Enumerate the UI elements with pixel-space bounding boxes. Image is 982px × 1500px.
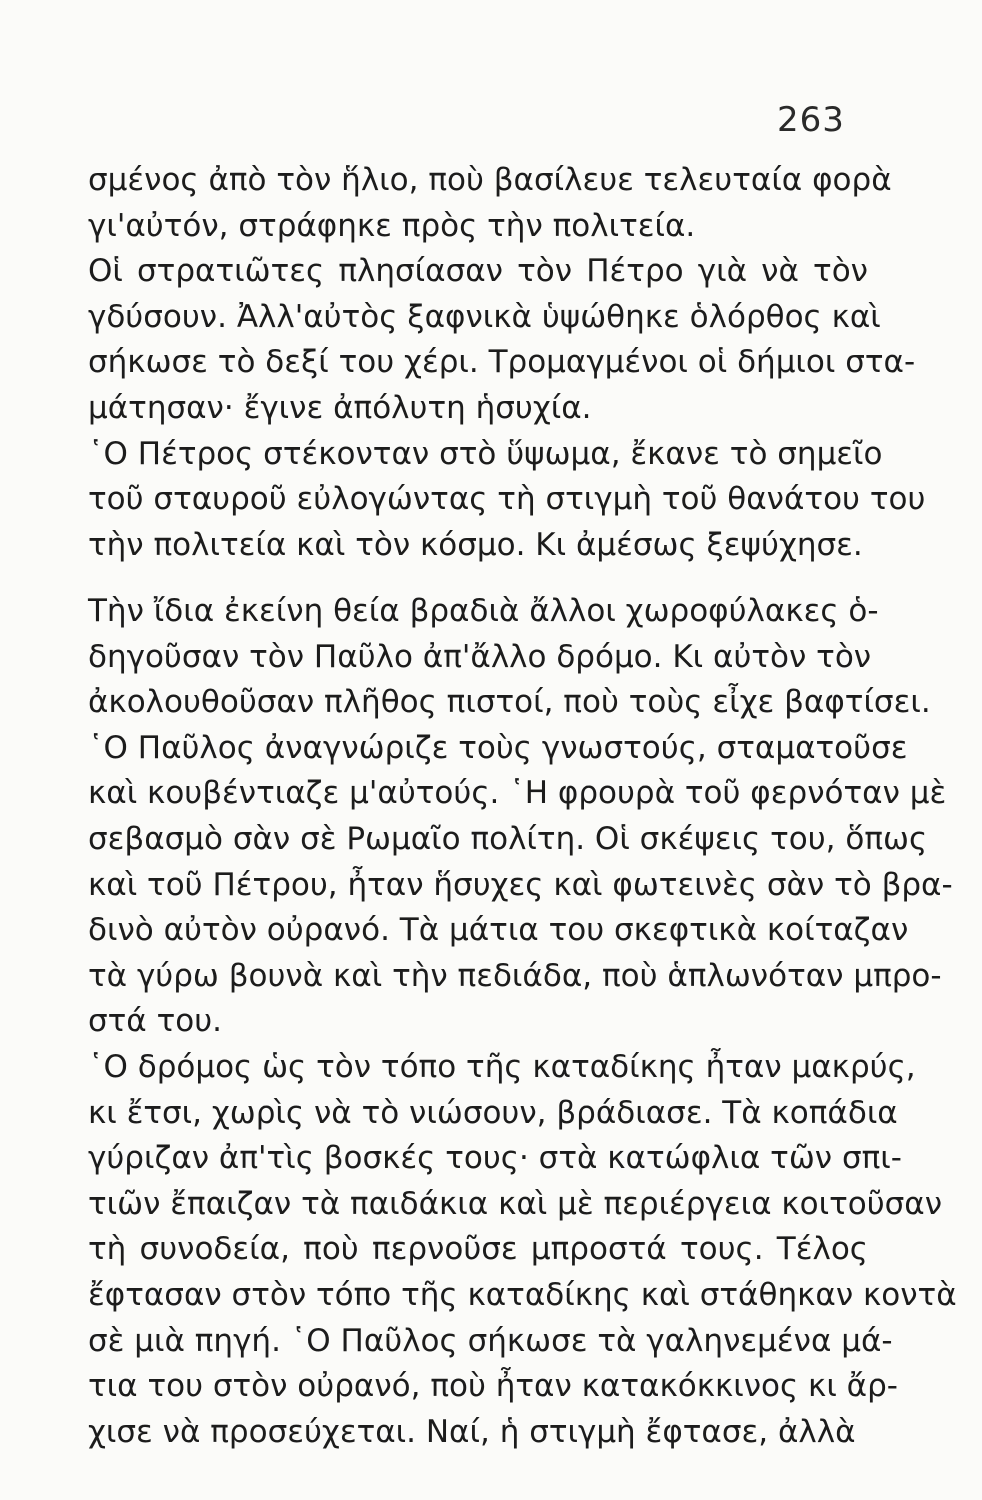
- text-line: τιῶν ἔπαιζαν τὰ παιδάκια καὶ μὲ περιέργεια κοιτοῦσαν: [88, 1185, 943, 1222]
- text-line: τὰ γύρω βουνὰ καὶ τὴν πεδιάδα, ποὺ ἁπλωνόταν μπρο-: [88, 957, 942, 994]
- text-line: στά του.: [88, 1003, 223, 1040]
- text-line: σμένος ἀπὸ τὸν ἥλιο, ποὺ βασίλευε τελευταία φορὰ: [88, 162, 892, 198]
- text-line: τὴν πολιτεία καὶ τὸν κόσμο. Κι ἀμέσως ξεψύχησε.: [88, 526, 863, 563]
- paragraph: [88, 726, 953, 1045]
- text-line: δινὸ αὐτὸν οὐρανό. Τὰ μάτια του σκεφτικὰ κοίταζαν: [88, 912, 909, 949]
- text-line: σεβασμὸ σὰν σὲ Ρωμαῖο πολίτη. Οἱ σκέψεις του, ὅπως: [88, 820, 928, 857]
- text-line: ἔφτασαν στὸν τόπο τῆς καταδίκης καὶ στάθηκαν κοντὰ: [88, 1276, 957, 1313]
- text-line: γι'αὐτόν, στράφηκε πρὸς τὴν πολιτεία.: [88, 207, 696, 244]
- paragraph: [88, 589, 931, 726]
- page-number: 263: [777, 100, 845, 140]
- text-line: καὶ τοῦ Πέτρου, ἦταν ἥσυχες καὶ φωτεινὲς σὰν τὸ βρα-: [88, 866, 953, 903]
- text-line: τια του στὸν οὐρανό, ποὺ ἦταν κατακόκκινος κι ἄρ-: [88, 1368, 898, 1405]
- text-line: Τὴν ἴδια ἐκείνη θεία βραδιὰ ἄλλοι χωροφύλακες ὁ-: [88, 593, 879, 629]
- text-line: τοῦ σταυροῦ εὐλογώντας τὴ στιγμὴ τοῦ θανάτου του: [88, 481, 926, 518]
- paragraph: [88, 432, 926, 569]
- paragraph: [88, 249, 916, 431]
- text-line: Οἱ στρατιῶτες πλησίασαν τὸν Πέτρο γιὰ νὰ τὸν: [88, 253, 868, 290]
- text-line: τὴ συνοδεία, ποὺ περνοῦσε μπροστά τους. Τέλος: [88, 1231, 868, 1268]
- paragraph: [88, 1045, 957, 1455]
- text-line: σήκωσε τὸ δεξί του χέρι. Τρομαγμένοι οἱ δήμιοι στα-: [88, 344, 916, 381]
- paragraph: [88, 158, 892, 249]
- text-line: κι ἔτσι, χωρὶς νὰ τὸ νιώσουν, βράδιασε. Τὰ κοπάδια: [88, 1094, 898, 1131]
- text-line: ἀκολουθοῦσαν πλῆθος πιστοί, ποὺ τοὺς εἶχε βαφτίσει.: [88, 684, 931, 721]
- text-line: ῾Ο δρόμος ὡς τὸν τόπο τῆς καταδίκης ἦταν μακρύς,: [88, 1048, 916, 1085]
- text-line: χισε νὰ προσεύχεται. Ναί, ἡ στιγμὴ ἔφτασε, ἀλλὰ: [88, 1413, 856, 1450]
- text-line: σὲ μιὰ πηγή. ῾Ο Παῦλος σήκωσε τὰ γαληνεμένα μά-: [88, 1322, 893, 1359]
- text-line: μάτησαν· ἔγινε ἀπόλυτη ἡσυχία.: [88, 389, 592, 426]
- text-line: γύριζαν ἀπ'τὶς βοσκές τους· στὰ κατώφλια τῶν σπι-: [88, 1140, 902, 1177]
- text-line: ῾Ο Πέτρος στέκονταν στὸ ὕψωμα, ἔκανε τὸ σημεῖο: [88, 435, 883, 472]
- text-section-1: [88, 158, 926, 568]
- text-section-2: [88, 589, 957, 1455]
- text-line: ῾Ο Παῦλος ἀναγνώριζε τοὺς γνωστούς, σταματοῦσε: [88, 729, 908, 766]
- text-line: γδύσουν. Ἀλλ'αὐτὸς ξαφνικὰ ὑψώθηκε ὁλόρθος καὶ: [88, 298, 881, 335]
- text-line: δηγοῦσαν τὸν Παῦλο ἀπ'ἄλλο δρόμο. Κι αὐτὸν τὸν: [88, 638, 872, 675]
- text-line: καὶ κουβέντιαζε μ'αὐτούς. ῾Η φρουρὰ τοῦ φερνόταν μὲ: [88, 775, 947, 812]
